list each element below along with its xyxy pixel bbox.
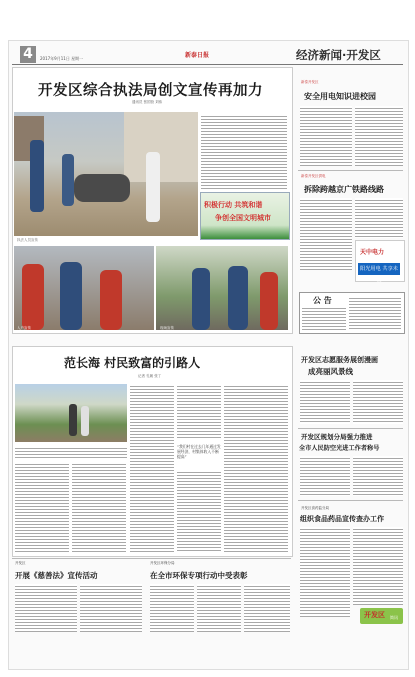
feature-body <box>72 462 126 552</box>
notice-body <box>349 296 401 330</box>
feature-byline: 记者 孔朝 张丁 <box>138 374 162 378</box>
side-headline: 安全用电知识进校园 <box>304 92 376 101</box>
side-body <box>300 198 352 270</box>
photo-street-publicity <box>156 246 288 330</box>
photo-resident <box>146 152 160 222</box>
bottom-mid-body <box>150 584 194 632</box>
side-body <box>300 106 352 166</box>
photo-officer <box>62 154 74 206</box>
divider <box>298 170 403 171</box>
feature-body <box>130 384 174 552</box>
caption: 现场宣传 <box>160 326 174 330</box>
advert <box>355 240 405 282</box>
section-tag <box>360 608 403 624</box>
feature-photo <box>15 384 127 442</box>
right-body <box>300 527 350 617</box>
date-line: 2017年9月11日 星期一 <box>40 56 84 61</box>
bottom-left-headline: 开展《慈善法》宣传活动 <box>15 571 98 580</box>
photo-villager <box>69 404 77 436</box>
side-kicker: 新泰开发区 <box>301 80 319 84</box>
side-body <box>355 198 403 238</box>
paper-logo: 新泰日报 <box>185 52 210 59</box>
top-story-byline: 通讯员 张国营 刘伟 <box>132 100 163 104</box>
right-headline: 组织食品药品宣传查办工作 <box>300 515 384 523</box>
section-tag-label: 开发区 <box>364 611 385 619</box>
billboard <box>200 192 290 240</box>
feature-pull-quote: “我们村在过去几年通过发展经济，村集体收入不断提高” <box>177 444 221 459</box>
section-title: 经济新闻·开发区 <box>296 48 381 62</box>
masthead-rule <box>12 64 403 65</box>
caption: 执法人员宣传 <box>17 238 38 242</box>
divider <box>298 500 403 501</box>
main-photo <box>14 112 198 236</box>
right-body <box>353 380 403 424</box>
feature-body <box>177 384 221 440</box>
notice-body <box>302 306 346 330</box>
right-headline: 全市人民防空光进工作者称号 <box>299 445 380 452</box>
bottom-mid-body <box>197 584 241 632</box>
feature-body <box>15 462 69 552</box>
feature-body <box>224 384 288 552</box>
caption: 入户宣传 <box>17 326 31 330</box>
page-number: 4 <box>20 46 36 63</box>
ad-slogan: 阳光用电 共享未来 <box>358 263 400 275</box>
section-tag-sub: 简讯 <box>390 615 398 620</box>
photo-home-visit <box>14 246 154 330</box>
photo-officer <box>192 268 210 330</box>
ad-brand: 天中电力 <box>360 249 385 256</box>
right-body <box>353 527 403 605</box>
right-body <box>353 456 403 496</box>
photo-motorbike <box>74 174 130 202</box>
side-headline: 拆除跨越京广铁路线路 <box>304 185 384 194</box>
top-story-headline: 开发区综合执法局创文宣传再加力 <box>38 83 263 99</box>
right-body <box>300 456 350 496</box>
bottom-left-kicker: 开发区 <box>15 561 26 565</box>
side-body <box>355 106 403 166</box>
bottom-mid-kicker: 开发区环保分局 <box>150 561 175 565</box>
feature-headline: 范长海 村民致富的引路人 <box>64 356 201 370</box>
bottom-mid-body <box>244 584 290 632</box>
right-headline: 成亮丽风景线 <box>308 367 353 376</box>
bottom-left-body <box>15 584 77 632</box>
divider <box>298 428 403 429</box>
photo-volunteer <box>22 264 44 330</box>
photo-officer <box>60 262 82 330</box>
photo-volunteer <box>100 270 122 330</box>
feature-photo-caption <box>15 446 127 458</box>
photo-villager <box>81 406 89 436</box>
photo-officer <box>228 266 248 330</box>
divider <box>12 558 291 559</box>
top-story-body <box>201 114 287 190</box>
right-kicker: 开发区食药监分局 <box>301 506 329 510</box>
billboard-line-1: 积极行动 共筑和谐 <box>204 201 263 209</box>
photo-volunteer <box>260 272 278 330</box>
side-kicker: 新泰开发区供电 <box>301 174 326 178</box>
right-kicker: 开发区规划分局强力推进 <box>301 433 373 441</box>
photo-storefront <box>124 112 198 182</box>
right-body <box>300 380 350 424</box>
photo-officer <box>30 140 44 212</box>
notice-title: 公 告 <box>313 296 332 305</box>
bottom-mid-headline: 在全市环保专项行动中受表彰 <box>150 571 248 580</box>
right-kicker: 开发区志愿服务展创漫画 <box>301 356 378 364</box>
feature-body <box>177 470 221 552</box>
bottom-left-body <box>80 584 142 632</box>
billboard-line-2: 争创全国文明城市 <box>215 214 271 222</box>
